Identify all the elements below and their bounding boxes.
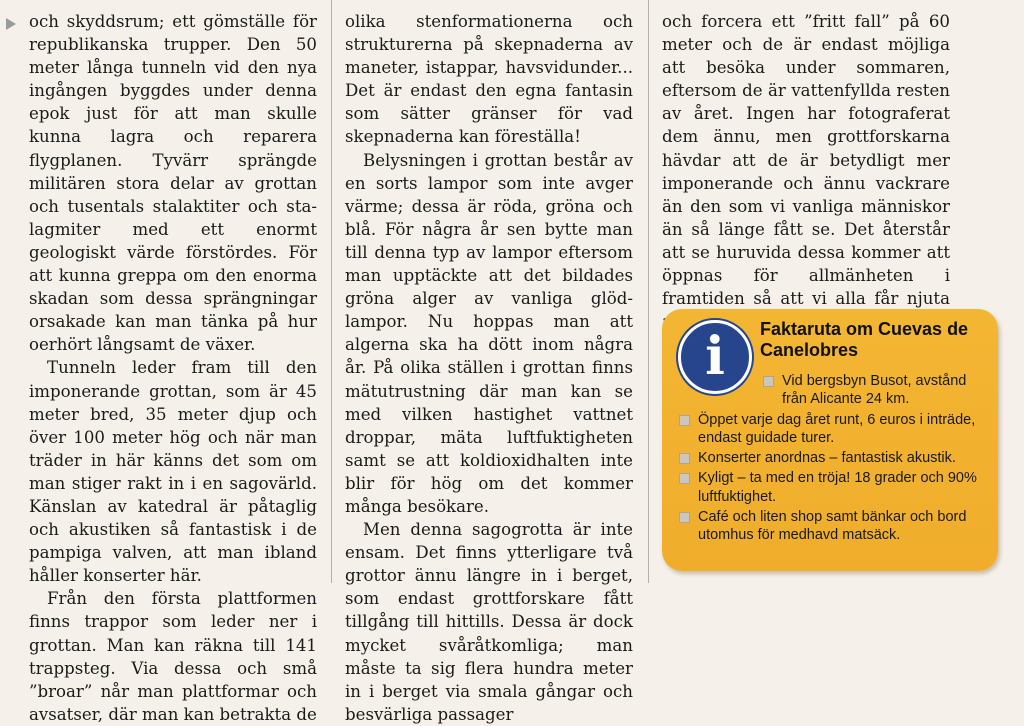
paragraph: Men denna sagogrotta är inte ensam. Det finns ytterligare två grottor ännu längre in i berget, som endast grottforskare fått tillgång till hittills. Dessa är dock mycket svåråtkomliga; man måste ta sig flera hundra meter in i berget via smala gångar och besvärliga passager	[345, 520, 633, 724]
fact-item	[676, 469, 991, 506]
fact-list	[676, 372, 991, 547]
paragraph: olika stenformationerna och strukturerna på skepnaderna av maneter, istappar, havsvidunder... Det är endast den egna fantasin som sätter gränser för vad skepnaderna kan föreställa!	[345, 12, 633, 147]
fact-item-text: Kyligt – ta med en tröja! 18 grader och 90% luftfuktighet.	[698, 470, 977, 505]
fact-item-text: Konserter anordnas – fantastisk akustik.	[698, 450, 956, 467]
square-bullet-icon	[763, 376, 774, 387]
square-bullet-icon	[679, 453, 690, 464]
column-divider	[331, 0, 332, 583]
square-bullet-icon	[679, 415, 690, 426]
square-bullet-icon	[679, 512, 690, 523]
fact-box-title: Faktaruta om Cuevas de Canelobres	[760, 319, 969, 360]
paragraph: och forcera ett ”fritt fall” på 60 meter och de är endast möjliga att besöka under sommaren, eftersom de är vattenfyllda resten av året. Ingen har fotograferat dem ännu, men grottforskarna hävdar att de är betydligt mer imponerande och ännu vackrare än den som vi vanliga människor än så länge fått se. Det återstår att se huruvida dessa kommer att öppnas för allmänheten i framtiden så att vi alla får njuta	[662, 10, 950, 333]
fact-item	[676, 449, 991, 467]
fact-item	[676, 508, 991, 545]
article-column-3	[662, 10, 950, 333]
fact-item-text: Vid bergsbyn Busot, avstånd från Alicante 24 km.	[782, 373, 967, 408]
article-column-2	[345, 10, 633, 726]
column-divider	[648, 0, 649, 583]
fact-item	[760, 372, 991, 409]
fact-box	[662, 309, 998, 571]
article-column-1	[29, 10, 317, 726]
info-icon: i	[678, 320, 752, 394]
paragraph: och skyddsrum; ett gömställe för republikanska trupper. Den 50 meter långa tunneln vid den nya ingången byggdes under denna epok just för att man skulle kunna lagra och reparera flygplanen. Tyvärr sprängde militären stora delar av grottan och tusentals stalaktiter och stalagmiter med ett enormt geologiskt värde förstördes. För att kunna greppa om den enorma skadan som dessa sprängningar orsakade kan man tänka på hur oerhört långsamt de växer.	[29, 12, 317, 355]
paragraph: Belysningen i grottan består av en sorts lampor som inte avger värme; dessa är röda, gröna och blå. För några år sen bytte man till denna typ av lampor eftersom man upptäckte att det bildades gröna alger av vanliga glödlampor. Nu hoppas man att algerna ska ha dött inom några år. På olika ställen i grottan finns mätutrustning där man kan se med vilken hastighet vattnet droppar, mäta luftfuktigheten samt se att koldioxidhalten inte blir för hög om det kommer många besökare.	[345, 150, 633, 516]
paragraph: Tunneln leder fram till den imponerande grottan, som är 45 meter bred, 35 meter djup och över 100 meter hög och när man träder in här känns det som om man stiger rakt in i en sagovärld. Känslan av katedral är påtaglig och akustiken så fantastisk i de pampiga valven, att man ibland håller konserter här.	[29, 358, 317, 586]
continuation-arrow-icon	[6, 18, 16, 30]
fact-item-text: Café och liten shop samt bänkar och bord utomhus för medhavd matsäck.	[698, 509, 967, 544]
fact-item-text: Öppet varje dag året runt, 6 euros i inträde, endast guidade turer.	[698, 411, 976, 446]
square-bullet-icon	[679, 473, 690, 484]
fact-item	[676, 411, 991, 448]
paragraph: Från den första plattformen finns trappor som leder ner i grottan. Man kan räkna till 141 trappsteg. Via dessa och små ”broar” når man plattformar och avsatser, där man kan betrakta de	[29, 589, 317, 724]
